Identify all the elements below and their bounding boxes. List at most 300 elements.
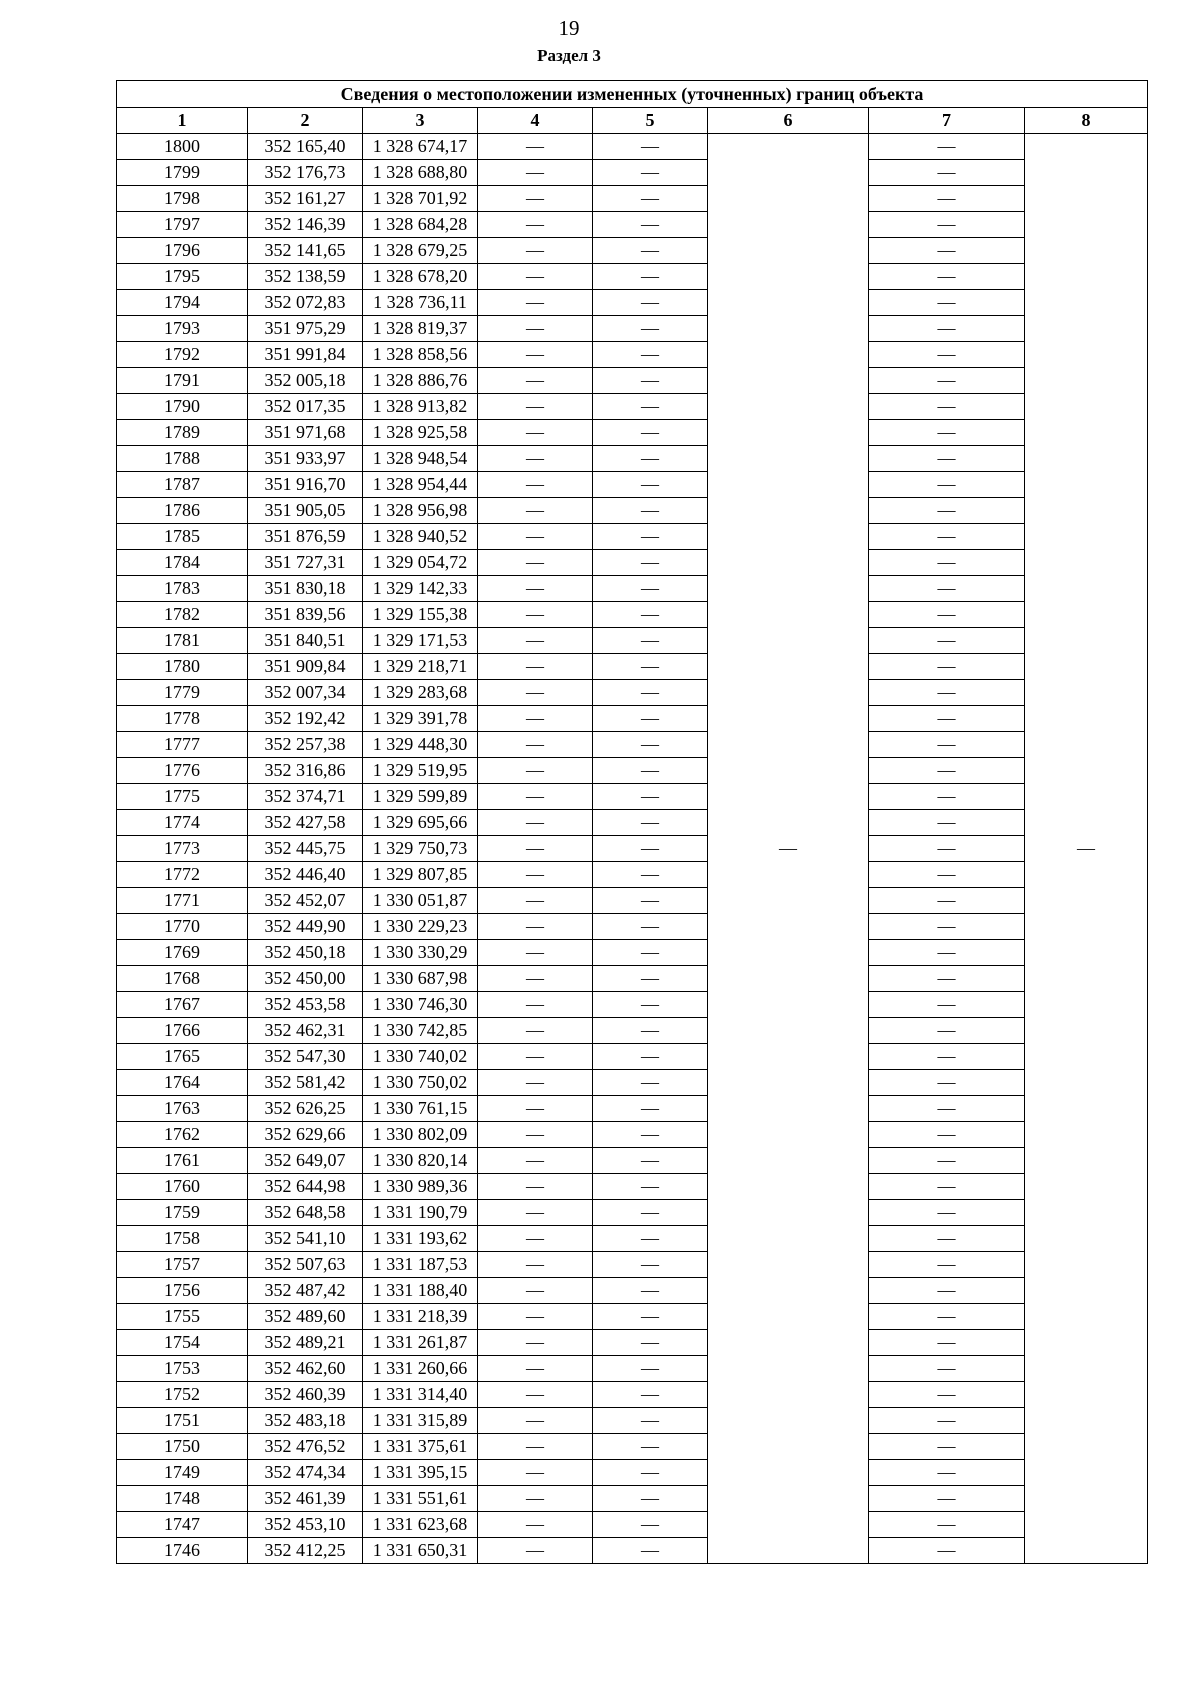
column-7-cell: — xyxy=(869,706,1025,732)
point-number-cell: 1788 xyxy=(117,446,248,472)
column-5-cell: — xyxy=(593,1486,708,1512)
column-5-cell: — xyxy=(593,368,708,394)
x-coordinate-cell: 352 017,35 xyxy=(248,394,363,420)
point-number-cell: 1768 xyxy=(117,966,248,992)
x-coordinate-cell: 351 905,05 xyxy=(248,498,363,524)
column-4-cell: — xyxy=(478,914,593,940)
y-coordinate-cell: 1 331 315,89 xyxy=(363,1408,478,1434)
column-7-cell: — xyxy=(869,368,1025,394)
point-number-cell: 1763 xyxy=(117,1096,248,1122)
table-caption-row xyxy=(117,81,1148,108)
x-coordinate-cell: 352 581,42 xyxy=(248,1070,363,1096)
column-4-cell: — xyxy=(478,706,593,732)
table-row xyxy=(117,1148,1148,1174)
x-coordinate-cell: 351 933,97 xyxy=(248,446,363,472)
table-row xyxy=(117,1486,1148,1512)
point-number-cell: 1770 xyxy=(117,914,248,940)
x-coordinate-cell: 352 489,60 xyxy=(248,1304,363,1330)
point-number-cell: 1800 xyxy=(117,134,248,160)
column-7-cell: — xyxy=(869,394,1025,420)
x-coordinate-cell: 352 412,25 xyxy=(248,1538,363,1564)
y-coordinate-cell: 1 329 054,72 xyxy=(363,550,478,576)
y-coordinate-cell: 1 331 375,61 xyxy=(363,1434,478,1460)
y-coordinate-cell: 1 328 679,25 xyxy=(363,238,478,264)
column-7-cell: — xyxy=(869,940,1025,966)
column-7-cell: — xyxy=(869,680,1025,706)
table-row xyxy=(117,1304,1148,1330)
table-row xyxy=(117,1382,1148,1408)
column-4-cell: — xyxy=(478,1486,593,1512)
column-4-cell: — xyxy=(478,1070,593,1096)
column-7-cell: — xyxy=(869,1122,1025,1148)
y-coordinate-cell: 1 330 051,87 xyxy=(363,888,478,914)
column-number-1: 1 xyxy=(117,108,248,134)
column-4-cell: — xyxy=(478,1304,593,1330)
point-number-cell: 1775 xyxy=(117,784,248,810)
column-5-cell: — xyxy=(593,1044,708,1070)
column-4-cell: — xyxy=(478,862,593,888)
table-row xyxy=(117,1070,1148,1096)
column-7-cell: — xyxy=(869,212,1025,238)
x-coordinate-cell: 352 474,34 xyxy=(248,1460,363,1486)
column-7-cell: — xyxy=(869,238,1025,264)
table-row xyxy=(117,810,1148,836)
column-5-cell: — xyxy=(593,1512,708,1538)
column-7-cell: — xyxy=(869,1460,1025,1486)
column-4-cell: — xyxy=(478,524,593,550)
table-row xyxy=(117,654,1148,680)
column-4-cell: — xyxy=(478,1122,593,1148)
column-5-cell: — xyxy=(593,238,708,264)
column-5-cell: — xyxy=(593,576,708,602)
y-coordinate-cell: 1 331 193,62 xyxy=(363,1226,478,1252)
point-number-cell: 1787 xyxy=(117,472,248,498)
x-coordinate-cell: 352 462,31 xyxy=(248,1018,363,1044)
column-7-cell: — xyxy=(869,732,1025,758)
table-row xyxy=(117,1278,1148,1304)
point-number-cell: 1760 xyxy=(117,1174,248,1200)
y-coordinate-cell: 1 328 954,44 xyxy=(363,472,478,498)
column-number-3: 3 xyxy=(363,108,478,134)
table-row xyxy=(117,238,1148,264)
y-coordinate-cell: 1 328 948,54 xyxy=(363,446,478,472)
x-coordinate-cell: 352 489,21 xyxy=(248,1330,363,1356)
column-5-cell: — xyxy=(593,420,708,446)
column-7-cell: — xyxy=(869,316,1025,342)
point-number-cell: 1762 xyxy=(117,1122,248,1148)
column-7-cell: — xyxy=(869,888,1025,914)
x-coordinate-cell: 352 316,86 xyxy=(248,758,363,784)
point-number-cell: 1773 xyxy=(117,836,248,862)
column-5-cell: — xyxy=(593,914,708,940)
x-coordinate-cell: 352 541,10 xyxy=(248,1226,363,1252)
y-coordinate-cell: 1 331 190,79 xyxy=(363,1200,478,1226)
column-5-cell: — xyxy=(593,732,708,758)
y-coordinate-cell: 1 330 740,02 xyxy=(363,1044,478,1070)
x-coordinate-cell: 352 141,65 xyxy=(248,238,363,264)
column-4-cell: — xyxy=(478,186,593,212)
column-number-5: 5 xyxy=(593,108,708,134)
column-4-cell: — xyxy=(478,1356,593,1382)
column-7-cell: — xyxy=(869,992,1025,1018)
column-7-cell: — xyxy=(869,654,1025,680)
column-5-cell: — xyxy=(593,758,708,784)
point-number-cell: 1798 xyxy=(117,186,248,212)
column-5-cell: — xyxy=(593,1096,708,1122)
x-coordinate-cell: 351 916,70 xyxy=(248,472,363,498)
table-row xyxy=(117,862,1148,888)
y-coordinate-cell: 1 331 187,53 xyxy=(363,1252,478,1278)
table-row xyxy=(117,1096,1148,1122)
point-number-cell: 1769 xyxy=(117,940,248,966)
point-number-cell: 1786 xyxy=(117,498,248,524)
column-5-cell: — xyxy=(593,628,708,654)
column-7-cell: — xyxy=(869,342,1025,368)
point-number-cell: 1793 xyxy=(117,316,248,342)
x-coordinate-cell: 352 161,27 xyxy=(248,186,363,212)
table-row xyxy=(117,706,1148,732)
page-number: 19 xyxy=(558,16,580,40)
table-row xyxy=(117,1252,1148,1278)
table-row xyxy=(117,992,1148,1018)
column-7-cell: — xyxy=(869,1174,1025,1200)
x-coordinate-cell: 352 450,18 xyxy=(248,940,363,966)
column-5-cell: — xyxy=(593,186,708,212)
y-coordinate-cell: 1 331 650,31 xyxy=(363,1538,478,1564)
x-coordinate-cell: 352 483,18 xyxy=(248,1408,363,1434)
column-7-cell: — xyxy=(869,160,1025,186)
column-7-cell: — xyxy=(869,1096,1025,1122)
column-5-cell: — xyxy=(593,784,708,810)
x-coordinate-cell: 352 138,59 xyxy=(248,264,363,290)
y-coordinate-cell: 1 328 913,82 xyxy=(363,394,478,420)
column-7-cell: — xyxy=(869,498,1025,524)
column-5-cell: — xyxy=(593,550,708,576)
column-5-cell: — xyxy=(593,290,708,316)
x-coordinate-cell: 352 072,83 xyxy=(248,290,363,316)
column-4-cell: — xyxy=(478,654,593,680)
y-coordinate-cell: 1 330 989,36 xyxy=(363,1174,478,1200)
y-coordinate-cell: 1 329 519,95 xyxy=(363,758,478,784)
column-5-cell: — xyxy=(593,1174,708,1200)
column-7-cell: — xyxy=(869,1044,1025,1070)
x-coordinate-cell: 352 446,40 xyxy=(248,862,363,888)
point-number-cell: 1794 xyxy=(117,290,248,316)
x-coordinate-cell: 352 462,60 xyxy=(248,1356,363,1382)
column-5-cell: — xyxy=(593,1278,708,1304)
y-coordinate-cell: 1 329 142,33 xyxy=(363,576,478,602)
point-number-cell: 1755 xyxy=(117,1304,248,1330)
column-7-cell: — xyxy=(869,264,1025,290)
x-coordinate-cell: 352 460,39 xyxy=(248,1382,363,1408)
y-coordinate-cell: 1 328 819,37 xyxy=(363,316,478,342)
point-number-cell: 1747 xyxy=(117,1512,248,1538)
column-4-cell: — xyxy=(478,680,593,706)
y-coordinate-cell: 1 330 742,85 xyxy=(363,1018,478,1044)
column-7-cell: — xyxy=(869,1434,1025,1460)
x-coordinate-cell: 352 450,00 xyxy=(248,966,363,992)
point-number-cell: 1758 xyxy=(117,1226,248,1252)
column-number-6: 6 xyxy=(708,108,869,134)
point-number-cell: 1776 xyxy=(117,758,248,784)
column-5-cell: — xyxy=(593,134,708,160)
table-row xyxy=(117,628,1148,654)
column-4-cell: — xyxy=(478,134,593,160)
point-number-cell: 1790 xyxy=(117,394,248,420)
y-coordinate-cell: 1 330 229,23 xyxy=(363,914,478,940)
column-7-cell: — xyxy=(869,1408,1025,1434)
column-5-cell: — xyxy=(593,966,708,992)
x-coordinate-cell: 351 991,84 xyxy=(248,342,363,368)
column-7-cell: — xyxy=(869,1356,1025,1382)
y-coordinate-cell: 1 330 330,29 xyxy=(363,940,478,966)
column-5-cell: — xyxy=(593,862,708,888)
x-coordinate-cell: 352 648,58 xyxy=(248,1200,363,1226)
column-7-cell: — xyxy=(869,420,1025,446)
y-coordinate-cell: 1 330 687,98 xyxy=(363,966,478,992)
column-7-cell: — xyxy=(869,862,1025,888)
column-7-cell: — xyxy=(869,1330,1025,1356)
y-coordinate-cell: 1 331 218,39 xyxy=(363,1304,478,1330)
column-7-cell: — xyxy=(869,576,1025,602)
column-5-cell: — xyxy=(593,836,708,862)
column-5-cell: — xyxy=(593,446,708,472)
column-5-cell: — xyxy=(593,1148,708,1174)
table-row xyxy=(117,732,1148,758)
point-number-cell: 1757 xyxy=(117,1252,248,1278)
point-number-cell: 1772 xyxy=(117,862,248,888)
column-5-cell: — xyxy=(593,810,708,836)
table-row xyxy=(117,680,1148,706)
column-7-cell: — xyxy=(869,1070,1025,1096)
column-4-cell: — xyxy=(478,602,593,628)
table-row xyxy=(117,1226,1148,1252)
x-coordinate-cell: 352 007,34 xyxy=(248,680,363,706)
column-5-cell: — xyxy=(593,1330,708,1356)
column-7-cell: — xyxy=(869,628,1025,654)
x-coordinate-cell: 352 461,39 xyxy=(248,1486,363,1512)
table-row xyxy=(117,212,1148,238)
x-coordinate-cell: 352 547,30 xyxy=(248,1044,363,1070)
column-5-cell: — xyxy=(593,1304,708,1330)
column-number-2: 2 xyxy=(248,108,363,134)
column-7-cell: — xyxy=(869,602,1025,628)
column-4-cell: — xyxy=(478,966,593,992)
point-number-cell: 1779 xyxy=(117,680,248,706)
column-4-cell: — xyxy=(478,732,593,758)
table-row xyxy=(117,524,1148,550)
y-coordinate-cell: 1 329 155,38 xyxy=(363,602,478,628)
y-coordinate-cell: 1 331 261,87 xyxy=(363,1330,478,1356)
column-5-cell: — xyxy=(593,654,708,680)
column-number-8: 8 xyxy=(1025,108,1148,134)
column-4-cell: — xyxy=(478,472,593,498)
y-coordinate-cell: 1 329 218,71 xyxy=(363,654,478,680)
table-row xyxy=(117,368,1148,394)
column-4-cell: — xyxy=(478,1226,593,1252)
table-row xyxy=(117,1330,1148,1356)
x-coordinate-cell: 352 507,63 xyxy=(248,1252,363,1278)
table-row xyxy=(117,472,1148,498)
column-5-cell: — xyxy=(593,1408,708,1434)
column-4-cell: — xyxy=(478,1434,593,1460)
column-5-cell: — xyxy=(593,888,708,914)
table-row xyxy=(117,1018,1148,1044)
table-row xyxy=(117,1044,1148,1070)
column-4-cell: — xyxy=(478,1330,593,1356)
y-coordinate-cell: 1 329 807,85 xyxy=(363,862,478,888)
column-7-cell: — xyxy=(869,1252,1025,1278)
column-4-cell: — xyxy=(478,212,593,238)
column-5-cell: — xyxy=(593,264,708,290)
column-5-cell: — xyxy=(593,1200,708,1226)
column-4-cell: — xyxy=(478,1382,593,1408)
x-coordinate-cell: 352 005,18 xyxy=(248,368,363,394)
table-row xyxy=(117,836,1148,862)
x-coordinate-cell: 351 727,31 xyxy=(248,550,363,576)
x-coordinate-cell: 352 644,98 xyxy=(248,1174,363,1200)
column-7-cell: — xyxy=(869,524,1025,550)
column-4-cell: — xyxy=(478,1460,593,1486)
point-number-cell: 1765 xyxy=(117,1044,248,1070)
point-number-cell: 1791 xyxy=(117,368,248,394)
table-row xyxy=(117,342,1148,368)
x-coordinate-cell: 352 445,75 xyxy=(248,836,363,862)
column-5-cell: — xyxy=(593,1070,708,1096)
y-coordinate-cell: 1 331 314,40 xyxy=(363,1382,478,1408)
table-row xyxy=(117,1512,1148,1538)
column-5-cell: — xyxy=(593,1460,708,1486)
column-4-cell: — xyxy=(478,1174,593,1200)
point-number-cell: 1752 xyxy=(117,1382,248,1408)
point-number-cell: 1782 xyxy=(117,602,248,628)
y-coordinate-cell: 1 331 395,15 xyxy=(363,1460,478,1486)
point-number-cell: 1795 xyxy=(117,264,248,290)
point-number-cell: 1792 xyxy=(117,342,248,368)
point-number-cell: 1789 xyxy=(117,420,248,446)
y-coordinate-cell: 1 330 746,30 xyxy=(363,992,478,1018)
y-coordinate-cell: 1 330 750,02 xyxy=(363,1070,478,1096)
point-number-cell: 1785 xyxy=(117,524,248,550)
column-7-cell: — xyxy=(869,446,1025,472)
column-4-cell: — xyxy=(478,238,593,264)
column-number-row xyxy=(117,108,1148,134)
column-7-cell: — xyxy=(869,1382,1025,1408)
column-7-cell: — xyxy=(869,134,1025,160)
column-5-cell: — xyxy=(593,160,708,186)
y-coordinate-cell: 1 330 761,15 xyxy=(363,1096,478,1122)
column-4-cell: — xyxy=(478,290,593,316)
point-number-cell: 1796 xyxy=(117,238,248,264)
point-number-cell: 1777 xyxy=(117,732,248,758)
column-7-cell: — xyxy=(869,1018,1025,1044)
y-coordinate-cell: 1 329 283,68 xyxy=(363,680,478,706)
point-number-cell: 1746 xyxy=(117,1538,248,1564)
column-4-cell: — xyxy=(478,1200,593,1226)
column-7-cell: — xyxy=(869,966,1025,992)
y-coordinate-cell: 1 331 260,66 xyxy=(363,1356,478,1382)
column-4-cell: — xyxy=(478,446,593,472)
point-number-cell: 1771 xyxy=(117,888,248,914)
y-coordinate-cell: 1 329 695,66 xyxy=(363,810,478,836)
column-4-cell: — xyxy=(478,576,593,602)
column-5-cell: — xyxy=(593,1434,708,1460)
y-coordinate-cell: 1 328 940,52 xyxy=(363,524,478,550)
column-4-cell: — xyxy=(478,810,593,836)
column-4-cell: — xyxy=(478,784,593,810)
column-number-7: 7 xyxy=(869,108,1025,134)
point-number-cell: 1751 xyxy=(117,1408,248,1434)
section-title: Раздел 3 xyxy=(537,46,601,65)
point-number-cell: 1749 xyxy=(117,1460,248,1486)
table-row xyxy=(117,290,1148,316)
x-coordinate-cell: 352 165,40 xyxy=(248,134,363,160)
column-7-cell: — xyxy=(869,1148,1025,1174)
column-4-cell: — xyxy=(478,394,593,420)
column-4-cell: — xyxy=(478,550,593,576)
y-coordinate-cell: 1 328 684,28 xyxy=(363,212,478,238)
column-5-cell: — xyxy=(593,1226,708,1252)
x-coordinate-cell: 352 626,25 xyxy=(248,1096,363,1122)
point-number-cell: 1756 xyxy=(117,1278,248,1304)
point-number-cell: 1781 xyxy=(117,628,248,654)
table-row xyxy=(117,888,1148,914)
x-coordinate-cell: 352 649,07 xyxy=(248,1148,363,1174)
x-coordinate-cell: 352 427,58 xyxy=(248,810,363,836)
y-coordinate-cell: 1 329 391,78 xyxy=(363,706,478,732)
table-row xyxy=(117,264,1148,290)
column-5-cell: — xyxy=(593,524,708,550)
y-coordinate-cell: 1 328 674,17 xyxy=(363,134,478,160)
column-5-cell: — xyxy=(593,472,708,498)
column-5-cell: — xyxy=(593,394,708,420)
table-row xyxy=(117,1538,1148,1564)
table-row xyxy=(117,576,1148,602)
y-coordinate-cell: 1 329 599,89 xyxy=(363,784,478,810)
y-coordinate-cell: 1 328 956,98 xyxy=(363,498,478,524)
column-4-cell: — xyxy=(478,316,593,342)
point-number-cell: 1767 xyxy=(117,992,248,1018)
column-4-cell: — xyxy=(478,888,593,914)
table-row xyxy=(117,1174,1148,1200)
x-coordinate-cell: 352 487,42 xyxy=(248,1278,363,1304)
column-4-cell: — xyxy=(478,758,593,784)
table-row xyxy=(117,1460,1148,1486)
column-7-cell: — xyxy=(869,1200,1025,1226)
column-5-cell: — xyxy=(593,342,708,368)
column-4-cell: — xyxy=(478,836,593,862)
point-number-cell: 1764 xyxy=(117,1070,248,1096)
point-number-cell: 1761 xyxy=(117,1148,248,1174)
x-coordinate-cell: 352 453,58 xyxy=(248,992,363,1018)
point-number-cell: 1759 xyxy=(117,1200,248,1226)
column-7-cell: — xyxy=(869,1538,1025,1564)
y-coordinate-cell: 1 329 448,30 xyxy=(363,732,478,758)
table-row xyxy=(117,1200,1148,1226)
point-number-cell: 1780 xyxy=(117,654,248,680)
y-coordinate-cell: 1 331 623,68 xyxy=(363,1512,478,1538)
column-4-cell: — xyxy=(478,1278,593,1304)
table-row xyxy=(117,602,1148,628)
column-4-cell: — xyxy=(478,1096,593,1122)
y-coordinate-cell: 1 328 925,58 xyxy=(363,420,478,446)
column-4-cell: — xyxy=(478,992,593,1018)
column-5-cell: — xyxy=(593,1122,708,1148)
column-7-cell: — xyxy=(869,1278,1025,1304)
column-4-cell: — xyxy=(478,1252,593,1278)
x-coordinate-cell: 352 374,71 xyxy=(248,784,363,810)
column-7-cell: — xyxy=(869,550,1025,576)
